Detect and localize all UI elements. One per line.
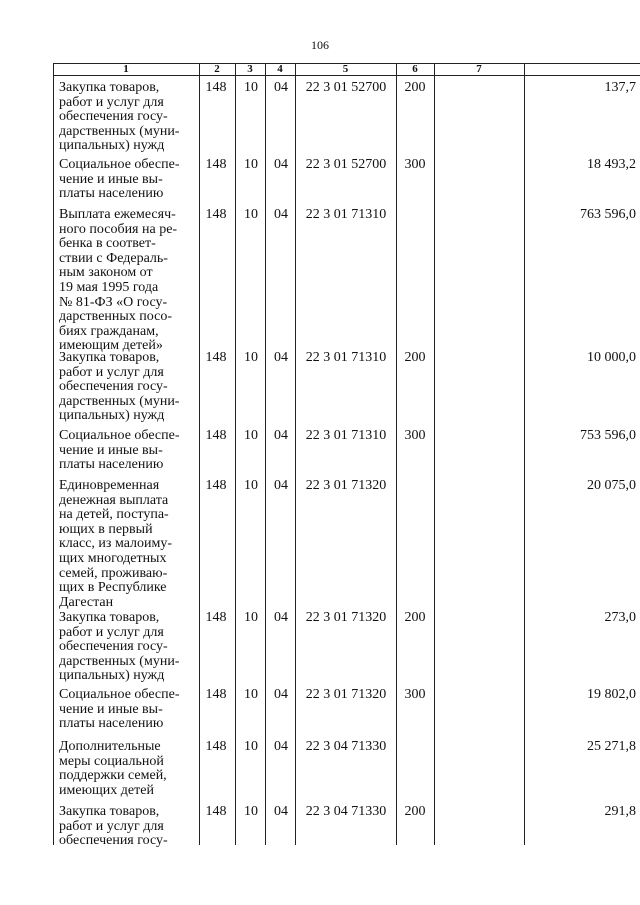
col-border-3 <box>265 63 266 845</box>
row-code-5: 22 3 04 71330 <box>305 804 387 819</box>
row-code-3: 10 <box>244 610 258 625</box>
col-border-1 <box>199 63 200 845</box>
row-code-6: 200 <box>404 80 426 95</box>
row-code-6: 300 <box>404 687 426 702</box>
header-col-5: 5 <box>342 63 349 75</box>
header-col-1: 1 <box>123 63 129 75</box>
row-amount: 291,8 <box>604 804 636 819</box>
row-name: Дополнительные меры социальной поддержки семей, имеющих детей <box>59 739 167 798</box>
row-code-5: 22 3 01 52700 <box>305 80 387 95</box>
row-name: Единовременная денежная выплата на детей, поступа- ющих в первый класс, из малоиму- щих многодетных семей, проживаю- щих в Республике Дагестан <box>59 478 173 610</box>
row-code-5: 22 3 01 71310 <box>305 207 387 222</box>
row-amount: 137,7 <box>604 80 636 95</box>
row-code-4: 04 <box>274 804 288 819</box>
row-amount: 10 000,0 <box>587 350 636 365</box>
row-code-4: 04 <box>274 610 288 625</box>
row-name: Закупка товаров, работ и услуг для обеспечения госу- дарственных (муни- ципальных) нужд <box>59 80 180 154</box>
row-code-2: 148 <box>205 428 227 443</box>
row-name: Закупка товаров, работ и услуг для обеспечения госу- <box>59 804 168 849</box>
col-border-4 <box>295 63 296 845</box>
row-code-4: 04 <box>274 157 288 172</box>
row-code-4: 04 <box>274 80 288 95</box>
row-code-2: 148 <box>205 350 227 365</box>
col-border-2 <box>235 63 236 845</box>
header-col-7: 7 <box>476 63 482 75</box>
row-code-4: 04 <box>274 350 288 365</box>
row-code-2: 148 <box>205 804 227 819</box>
row-code-4: 04 <box>274 739 288 754</box>
row-code-5: 22 3 01 52700 <box>305 157 387 172</box>
row-code-2: 148 <box>205 739 227 754</box>
row-name: Закупка товаров, работ и услуг для обеспечения госу- дарственных (муни- ципальных) нужд <box>59 350 180 424</box>
row-name: Закупка товаров, работ и услуг для обеспечения госу- дарственных (муни- ципальных) нужд <box>59 610 180 684</box>
row-name: Выплата ежемесяч- ного пособия на ре- бенка в соответ- ствии с Федераль- ным законом от 19 мая 1995 года № 81-ФЗ «О госу- дарственных посо- биях гражданам, имеющим детей» <box>59 207 178 354</box>
row-code-6: 200 <box>404 610 426 625</box>
row-code-3: 10 <box>244 207 258 222</box>
row-name: Социальное обеспе- чение и иные вы- платы населению <box>59 687 180 732</box>
row-code-5: 22 3 04 71330 <box>305 739 387 754</box>
header-col-6: 6 <box>412 63 418 75</box>
header-col-2: 2 <box>214 63 220 75</box>
row-amount: 19 802,0 <box>587 687 636 702</box>
row-code-2: 148 <box>205 207 227 222</box>
row-code-4: 04 <box>274 207 288 222</box>
col-border-7 <box>524 63 525 845</box>
row-code-6: 300 <box>404 428 426 443</box>
budget-table <box>53 63 640 849</box>
row-code-5: 22 3 01 71320 <box>305 610 387 625</box>
row-amount: 18 493,2 <box>587 157 636 172</box>
row-code-6: 200 <box>404 804 426 819</box>
row-code-2: 148 <box>205 478 227 493</box>
header-col-8 <box>524 63 640 75</box>
row-code-3: 10 <box>244 739 258 754</box>
row-name: Социальное обеспе- чение и иные вы- платы населению <box>59 428 180 473</box>
row-code-4: 04 <box>274 428 288 443</box>
row-code-2: 148 <box>205 80 227 95</box>
row-amount: 753 596,0 <box>580 428 636 443</box>
header-col-3: 3 <box>247 63 253 75</box>
row-code-3: 10 <box>244 350 258 365</box>
row-code-3: 10 <box>244 804 258 819</box>
row-code-2: 148 <box>205 157 227 172</box>
row-name: Социальное обеспе- чение и иные вы- платы населению <box>59 157 180 202</box>
row-amount: 20 075,0 <box>587 478 636 493</box>
page-number: 106 <box>311 38 329 52</box>
col-border-5 <box>396 63 397 845</box>
row-code-4: 04 <box>274 687 288 702</box>
row-code-2: 148 <box>205 687 227 702</box>
row-code-3: 10 <box>244 687 258 702</box>
col-border-0 <box>53 63 54 845</box>
row-code-3: 10 <box>244 157 258 172</box>
row-code-3: 10 <box>244 428 258 443</box>
row-code-5: 22 3 01 71320 <box>305 478 387 493</box>
row-code-4: 04 <box>274 478 288 493</box>
row-code-3: 10 <box>244 80 258 95</box>
row-code-6: 300 <box>404 157 426 172</box>
row-code-5: 22 3 01 71310 <box>305 350 387 365</box>
header-col-4: 4 <box>277 63 283 75</box>
header-bottom-border <box>53 75 640 76</box>
row-code-5: 22 3 01 71320 <box>305 687 387 702</box>
row-amount: 763 596,0 <box>580 207 636 222</box>
row-code-3: 10 <box>244 478 258 493</box>
col-border-6 <box>434 63 435 845</box>
row-amount: 25 271,8 <box>587 739 636 754</box>
row-amount: 273,0 <box>604 610 636 625</box>
row-code-2: 148 <box>205 610 227 625</box>
row-code-6: 200 <box>404 350 426 365</box>
row-code-5: 22 3 01 71310 <box>305 428 387 443</box>
